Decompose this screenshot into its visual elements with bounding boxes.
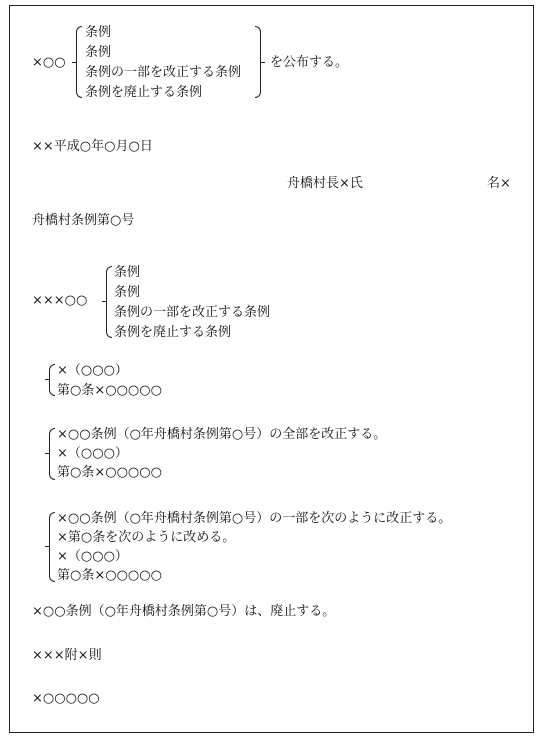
block2-line-3: 第○条×○○○○○: [57, 465, 162, 480]
promulgation-brace-left: [76, 26, 82, 98]
ordinance-number: 舟橋村条例第○号: [32, 213, 135, 228]
block1-line-1: ×（○○○）: [57, 363, 128, 378]
title-brace-left: [106, 266, 112, 338]
supplementary-body: ×○○○○○: [32, 691, 100, 706]
title-prefix: ×××○○: [32, 293, 88, 308]
block2-line-2: ×（○○○）: [57, 446, 128, 461]
signature-name-end: 名×: [487, 176, 511, 191]
block2-brace: [49, 428, 55, 480]
block3-line-3: ×（○○○）: [57, 549, 128, 564]
promulgation-option-4: 条例を廃止する条例: [85, 85, 203, 100]
block3-line-2: ×第○条を次のように改める。: [57, 530, 236, 545]
block1-line-2: 第○条×○○○○○: [57, 383, 162, 398]
promulgation-prefix: ×○○: [32, 55, 66, 70]
supplementary-heading: ×××附×則: [32, 648, 102, 663]
block3-brace: [49, 512, 55, 582]
block2-line-1: ×○○条例（○年舟橋村条例第○号）の全部を改正する。: [57, 427, 387, 442]
block1-brace: [49, 364, 55, 396]
date-line: ××平成○年○月○日: [32, 139, 153, 154]
signature-name: 舟橋村長×氏: [287, 176, 363, 191]
promulgation-suffix: を公布する。: [270, 55, 349, 70]
block2-brace-tip: [45, 453, 49, 454]
title-option-4: 条例を廃止する条例: [114, 325, 232, 340]
promulgation-brace-left-tip: [72, 62, 76, 63]
title-option-3: 条例の一部を改正する条例: [114, 305, 271, 320]
block3-brace-tip: [45, 546, 49, 547]
promulgation-option-2: 条例: [85, 45, 112, 60]
promulgation-option-1: 条例: [85, 25, 112, 40]
promulgation-brace-right-tip: [261, 62, 265, 63]
block3-line-4: 第○条×○○○○○: [57, 568, 162, 583]
title-brace-left-tip: [102, 301, 106, 302]
title-option-1: 条例: [114, 265, 141, 280]
block3-line-1: ×○○条例（○年舟橋村条例第○号）の一部を次のように改正する。: [57, 511, 452, 526]
title-option-2: 条例: [114, 285, 141, 300]
promulgation-option-3: 条例の一部を改正する条例: [85, 65, 242, 80]
block1-brace-tip: [45, 379, 49, 380]
repeal-line: ×○○条例（○年舟橋村条例第○号）は、廃止する。: [32, 604, 336, 619]
